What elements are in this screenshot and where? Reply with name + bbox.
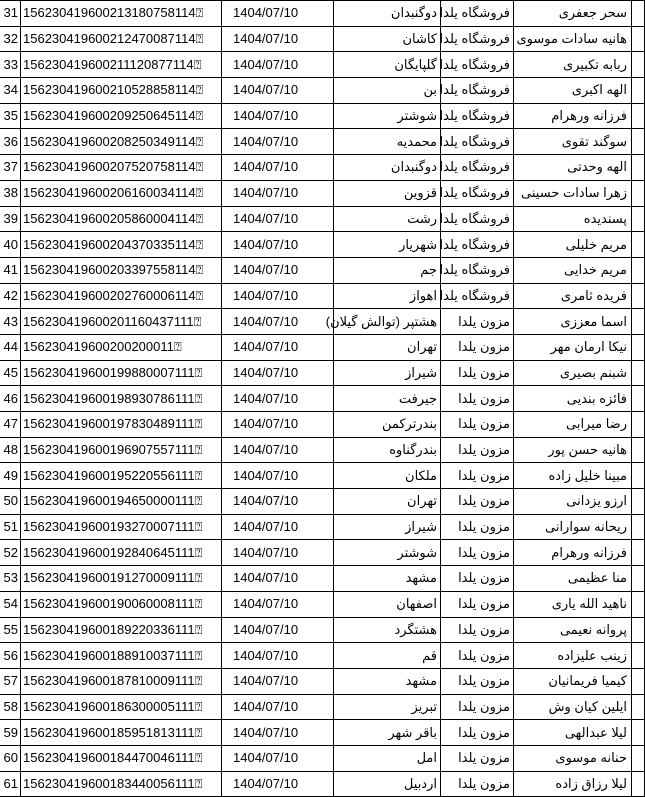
tracking-code-cell[interactable]: 156230419600202760006114⍰ bbox=[21, 283, 222, 309]
tracking-code-cell[interactable]: 156230419600208250349114⍰ bbox=[21, 129, 222, 155]
row-number-cell[interactable]: 60 bbox=[0, 745, 21, 771]
empty-cell[interactable] bbox=[632, 566, 645, 592]
table-row bbox=[0, 78, 645, 104]
row-number-cell[interactable]: 43 bbox=[0, 309, 21, 335]
customer-name-cell[interactable]: مبینا خلیل زاده bbox=[514, 463, 632, 489]
store-cell[interactable]: فروشگاه یلدا bbox=[441, 103, 514, 129]
empty-cell[interactable] bbox=[632, 514, 645, 540]
store-cell[interactable]: مزون یلدا bbox=[441, 720, 514, 746]
table-row bbox=[0, 463, 645, 489]
empty-cell[interactable] bbox=[632, 745, 645, 771]
city-cell[interactable]: امل bbox=[334, 745, 441, 771]
row-number-cell[interactable]: 40 bbox=[0, 232, 21, 258]
city-cell[interactable]: جم bbox=[334, 257, 441, 283]
date-cell[interactable]: 1404/07/10 bbox=[222, 745, 334, 771]
customer-name-cell[interactable]: شبنم بصیری bbox=[514, 360, 632, 386]
customer-name-cell[interactable]: فرزانه ورهرام bbox=[514, 540, 632, 566]
date-cell[interactable]: 1404/07/10 bbox=[222, 155, 334, 181]
tracking-code-cell[interactable]: 156230419600189220336111⍰ bbox=[21, 617, 222, 643]
date-cell[interactable]: 1404/07/10 bbox=[222, 668, 334, 694]
table-row bbox=[0, 309, 645, 335]
city-cell[interactable]: دوگنبدان bbox=[334, 1, 441, 27]
customer-name-cell[interactable]: زهرا سادات حسینی bbox=[514, 180, 632, 206]
store-cell[interactable]: مزون یلدا bbox=[441, 514, 514, 540]
city-cell[interactable]: بندرگناوه bbox=[334, 437, 441, 463]
row-number-cell[interactable]: 44 bbox=[0, 334, 21, 360]
customer-name-cell[interactable]: لیلا عبدالهی bbox=[514, 720, 632, 746]
table-row bbox=[0, 334, 645, 360]
store-cell[interactable]: فروشگاه یلدا bbox=[441, 155, 514, 181]
empty-cell[interactable] bbox=[632, 591, 645, 617]
store-cell[interactable]: مزون یلدا bbox=[441, 771, 514, 797]
row-number-cell[interactable]: 50 bbox=[0, 489, 21, 515]
empty-cell[interactable] bbox=[632, 334, 645, 360]
empty-cell[interactable] bbox=[632, 489, 645, 515]
table-row bbox=[0, 360, 645, 386]
tracking-code-cell[interactable]: 156230419600197830489111⍰ bbox=[21, 412, 222, 438]
store-cell[interactable]: مزون یلدا bbox=[441, 745, 514, 771]
customer-name-cell[interactable]: کیمیا فریمانیان bbox=[514, 668, 632, 694]
city-cell[interactable]: بندرترکمن bbox=[334, 412, 441, 438]
city-cell[interactable]: اردبیل bbox=[334, 771, 441, 797]
row-number-cell[interactable]: 53 bbox=[0, 566, 21, 592]
customer-name-cell[interactable]: ناهید الله یاری bbox=[514, 591, 632, 617]
row-number-cell[interactable]: 41 bbox=[0, 257, 21, 283]
row-number-cell[interactable]: 59 bbox=[0, 720, 21, 746]
table-row bbox=[0, 489, 645, 515]
tracking-code-cell[interactable]: 156230419600210528858114⍰ bbox=[21, 78, 222, 104]
empty-cell[interactable] bbox=[632, 643, 645, 669]
tracking-code-cell[interactable]: 156230419600194650000111⍰ bbox=[21, 489, 222, 515]
tracking-code-cell[interactable]: 156230419600209250645114⍰ bbox=[21, 103, 222, 129]
date-cell[interactable]: 1404/07/10 bbox=[222, 103, 334, 129]
city-cell[interactable]: اصفهان bbox=[334, 591, 441, 617]
empty-cell[interactable] bbox=[632, 129, 645, 155]
city-cell[interactable]: رشت bbox=[334, 206, 441, 232]
table-row bbox=[0, 540, 645, 566]
tracking-code-cell[interactable]: 156230419600193270007111⍰ bbox=[21, 514, 222, 540]
city-cell[interactable]: جیرفت bbox=[334, 386, 441, 412]
customer-name-cell[interactable]: زینب علیزاده bbox=[514, 643, 632, 669]
store-cell[interactable]: مزون یلدا bbox=[441, 617, 514, 643]
customer-name-cell[interactable]: پسندیده bbox=[514, 206, 632, 232]
empty-cell[interactable] bbox=[632, 694, 645, 720]
row-number-cell[interactable]: 47 bbox=[0, 412, 21, 438]
row-number-cell[interactable]: 54 bbox=[0, 591, 21, 617]
table-row bbox=[0, 437, 645, 463]
date-cell[interactable]: 1404/07/10 bbox=[222, 206, 334, 232]
row-number-cell[interactable]: 35 bbox=[0, 103, 21, 129]
date-cell[interactable]: 1404/07/10 bbox=[222, 591, 334, 617]
row-number-cell[interactable]: 31 bbox=[0, 1, 21, 27]
empty-cell[interactable] bbox=[632, 206, 645, 232]
empty-cell[interactable] bbox=[632, 771, 645, 797]
empty-cell[interactable] bbox=[632, 463, 645, 489]
row-number-cell[interactable]: 48 bbox=[0, 437, 21, 463]
tracking-code-cell[interactable]: 156230419600203397558114⍰ bbox=[21, 257, 222, 283]
tracking-code-cell[interactable]: 156230419600192840645111⍰ bbox=[21, 540, 222, 566]
table-row bbox=[0, 566, 645, 592]
date-cell[interactable]: 1404/07/10 bbox=[222, 26, 334, 52]
city-cell[interactable]: قزوین bbox=[334, 180, 441, 206]
date-cell[interactable]: 1404/07/10 bbox=[222, 514, 334, 540]
store-cell[interactable]: فروشگاه یلدا bbox=[441, 206, 514, 232]
date-cell[interactable]: 1404/07/10 bbox=[222, 617, 334, 643]
city-cell[interactable]: باقر شهر bbox=[334, 720, 441, 746]
date-cell[interactable]: 1404/07/10 bbox=[222, 180, 334, 206]
city-cell[interactable]: محمدیه bbox=[334, 129, 441, 155]
store-cell[interactable]: مزون یلدا bbox=[441, 437, 514, 463]
store-cell[interactable]: فروشگاه یلدا bbox=[441, 52, 514, 78]
city-cell[interactable]: تبریز bbox=[334, 694, 441, 720]
customer-name-cell[interactable]: منا عظیمی bbox=[514, 566, 632, 592]
tracking-code-cell[interactable]: 156230419600200200011⍰ bbox=[21, 334, 222, 360]
city-cell[interactable]: هشتپر (توالش گیلان) bbox=[334, 309, 441, 335]
empty-cell[interactable] bbox=[632, 232, 645, 258]
table-row bbox=[0, 694, 645, 720]
row-number-cell[interactable]: 56 bbox=[0, 643, 21, 669]
tracking-code-cell[interactable]: 156230419600198930786111⍰ bbox=[21, 386, 222, 412]
date-cell[interactable]: 1404/07/10 bbox=[222, 1, 334, 27]
date-cell[interactable]: 1404/07/10 bbox=[222, 283, 334, 309]
customer-name-cell[interactable]: فائزه بندیی bbox=[514, 386, 632, 412]
store-cell[interactable]: مزون یلدا bbox=[441, 386, 514, 412]
tracking-code-cell[interactable]: 156230419600184470046111⍰ bbox=[21, 745, 222, 771]
row-number-cell[interactable]: 38 bbox=[0, 180, 21, 206]
date-cell[interactable]: 1404/07/10 bbox=[222, 78, 334, 104]
date-cell[interactable]: 1404/07/10 bbox=[222, 540, 334, 566]
row-number-cell[interactable]: 49 bbox=[0, 463, 21, 489]
customer-name-cell[interactable]: ریحانه سوارانی bbox=[514, 514, 632, 540]
tracking-code-cell[interactable]: 156230419600206160034114⍰ bbox=[21, 180, 222, 206]
city-cell[interactable]: تهران bbox=[334, 489, 441, 515]
store-cell[interactable]: مزون یلدا bbox=[441, 489, 514, 515]
customer-name-cell[interactable]: هانیه حسن پور bbox=[514, 437, 632, 463]
table-row bbox=[0, 643, 645, 669]
city-cell[interactable]: هشتگرد bbox=[334, 617, 441, 643]
store-cell[interactable]: مزون یلدا bbox=[441, 360, 514, 386]
city-cell[interactable]: شوشتر bbox=[334, 540, 441, 566]
date-cell[interactable]: 1404/07/10 bbox=[222, 412, 334, 438]
city-cell[interactable]: مشهد bbox=[334, 668, 441, 694]
row-number-cell[interactable]: 32 bbox=[0, 26, 21, 52]
customer-name-cell[interactable]: الهه وحدتی bbox=[514, 155, 632, 181]
city-cell[interactable]: کاشان bbox=[334, 26, 441, 52]
empty-cell[interactable] bbox=[632, 412, 645, 438]
tracking-code-cell[interactable]: 156230419600201160437111⍰ bbox=[21, 309, 222, 335]
empty-cell[interactable] bbox=[632, 180, 645, 206]
date-cell[interactable]: 1404/07/10 bbox=[222, 129, 334, 155]
tracking-code-cell[interactable]: 156230419600213180758114⍰ bbox=[21, 1, 222, 27]
date-cell[interactable]: 1404/07/10 bbox=[222, 694, 334, 720]
tracking-code-cell[interactable]: 156230419600186300005111⍰ bbox=[21, 694, 222, 720]
empty-cell[interactable] bbox=[632, 52, 645, 78]
row-number-cell[interactable]: 34 bbox=[0, 78, 21, 104]
row-number-cell[interactable]: 52 bbox=[0, 540, 21, 566]
date-cell[interactable]: 1404/07/10 bbox=[222, 52, 334, 78]
store-cell[interactable]: فروشگاه یلدا bbox=[441, 283, 514, 309]
empty-cell[interactable] bbox=[632, 540, 645, 566]
tracking-code-cell[interactable]: 156230419600190060008111⍰ bbox=[21, 591, 222, 617]
city-cell[interactable]: گلپایگان bbox=[334, 52, 441, 78]
empty-cell[interactable] bbox=[632, 309, 645, 335]
table-row bbox=[0, 103, 645, 129]
tracking-code-cell[interactable]: 156230419600211120877114⍰ bbox=[21, 52, 222, 78]
city-cell[interactable]: تهران bbox=[334, 334, 441, 360]
store-cell[interactable]: مزون یلدا bbox=[441, 334, 514, 360]
row-number-cell[interactable]: 61 bbox=[0, 771, 21, 797]
table-row bbox=[0, 129, 645, 155]
store-cell[interactable]: فروشگاه یلدا bbox=[441, 1, 514, 27]
city-cell[interactable]: بن bbox=[334, 78, 441, 104]
customer-name-cell[interactable]: ربابه تکبیری bbox=[514, 52, 632, 78]
empty-cell[interactable] bbox=[632, 386, 645, 412]
customer-name-cell[interactable]: رضا میرابی bbox=[514, 412, 632, 438]
tracking-code-cell[interactable]: 156230419600185951813111⍰ bbox=[21, 720, 222, 746]
row-number-cell[interactable]: 45 bbox=[0, 360, 21, 386]
empty-cell[interactable] bbox=[632, 155, 645, 181]
table-row bbox=[0, 283, 645, 309]
city-cell[interactable]: قم bbox=[334, 643, 441, 669]
empty-cell[interactable] bbox=[632, 257, 645, 283]
row-number-cell[interactable]: 37 bbox=[0, 155, 21, 181]
date-cell[interactable]: 1404/07/10 bbox=[222, 463, 334, 489]
store-cell[interactable]: مزون یلدا bbox=[441, 643, 514, 669]
table-row bbox=[0, 180, 645, 206]
city-cell[interactable]: ملکان bbox=[334, 463, 441, 489]
city-cell[interactable]: شوشتر bbox=[334, 103, 441, 129]
table-row bbox=[0, 412, 645, 438]
table-row bbox=[0, 26, 645, 52]
table-row bbox=[0, 155, 645, 181]
store-cell[interactable]: مزون یلدا bbox=[441, 694, 514, 720]
store-cell[interactable]: مزون یلدا bbox=[441, 668, 514, 694]
empty-cell[interactable] bbox=[632, 720, 645, 746]
empty-cell[interactable] bbox=[632, 360, 645, 386]
date-cell[interactable]: 1404/07/10 bbox=[222, 309, 334, 335]
store-cell[interactable]: فروشگاه یلدا bbox=[441, 129, 514, 155]
store-cell[interactable]: فروشگاه یلدا bbox=[441, 26, 514, 52]
tracking-code-cell[interactable]: 156230419600204370335114⍰ bbox=[21, 232, 222, 258]
date-cell[interactable]: 1404/07/10 bbox=[222, 720, 334, 746]
customer-name-cell[interactable]: نیکا ارمان مهر bbox=[514, 334, 632, 360]
tracking-code-cell[interactable]: 156230419600212470087114⍰ bbox=[21, 26, 222, 52]
city-cell[interactable]: شهریار bbox=[334, 232, 441, 258]
date-cell[interactable]: 1404/07/10 bbox=[222, 566, 334, 592]
date-cell[interactable]: 1404/07/10 bbox=[222, 437, 334, 463]
store-cell[interactable]: فروشگاه یلدا bbox=[441, 78, 514, 104]
city-cell[interactable]: دوگنبدان bbox=[334, 155, 441, 181]
empty-cell[interactable] bbox=[632, 26, 645, 52]
store-cell[interactable]: مزون یلدا bbox=[441, 591, 514, 617]
table-row bbox=[0, 668, 645, 694]
date-cell[interactable]: 1404/07/10 bbox=[222, 643, 334, 669]
empty-cell[interactable] bbox=[632, 78, 645, 104]
customer-name-cell[interactable]: فریده ثامری bbox=[514, 283, 632, 309]
city-cell[interactable]: اهواز bbox=[334, 283, 441, 309]
table-row bbox=[0, 617, 645, 643]
store-cell[interactable]: مزون یلدا bbox=[441, 463, 514, 489]
store-cell[interactable]: فروشگاه یلدا bbox=[441, 257, 514, 283]
customer-name-cell[interactable]: مریم خلیلی bbox=[514, 232, 632, 258]
store-cell[interactable]: فروشگاه یلدا bbox=[441, 232, 514, 258]
empty-cell[interactable] bbox=[632, 437, 645, 463]
store-cell[interactable]: فروشگاه یلدا bbox=[441, 180, 514, 206]
date-cell[interactable]: 1404/07/10 bbox=[222, 771, 334, 797]
row-number-cell[interactable]: 33 bbox=[0, 52, 21, 78]
customer-name-cell[interactable]: الهه اکبری bbox=[514, 78, 632, 104]
tracking-code-cell[interactable]: 156230419600207520758114⍰ bbox=[21, 155, 222, 181]
table-row bbox=[0, 720, 645, 746]
customer-name-cell[interactable]: مریم خدایی bbox=[514, 257, 632, 283]
row-number-cell[interactable]: 46 bbox=[0, 386, 21, 412]
tracking-code-cell[interactable]: 156230419600205860004114⍰ bbox=[21, 206, 222, 232]
table-row bbox=[0, 232, 645, 258]
table-row bbox=[0, 591, 645, 617]
store-cell[interactable]: مزون یلدا bbox=[441, 566, 514, 592]
customer-name-cell[interactable]: لیلا رزاق زاده bbox=[514, 771, 632, 797]
row-number-cell[interactable]: 42 bbox=[0, 283, 21, 309]
tracking-code-cell[interactable]: 156230419600199880007111⍰ bbox=[21, 360, 222, 386]
tracking-code-cell[interactable]: 156230419600187810009111⍰ bbox=[21, 668, 222, 694]
table-row bbox=[0, 1, 645, 27]
table-row bbox=[0, 206, 645, 232]
store-cell[interactable]: مزون یلدا bbox=[441, 540, 514, 566]
row-number-cell[interactable]: 39 bbox=[0, 206, 21, 232]
customer-name-cell[interactable]: حنانه موسوی bbox=[514, 745, 632, 771]
orders-table-body bbox=[0, 1, 645, 797]
city-cell[interactable]: مشهد bbox=[334, 566, 441, 592]
row-number-cell[interactable]: 57 bbox=[0, 668, 21, 694]
customer-name-cell[interactable]: سوگند تقوی bbox=[514, 129, 632, 155]
city-cell[interactable]: شیراز bbox=[334, 360, 441, 386]
date-cell[interactable]: 1404/07/10 bbox=[222, 386, 334, 412]
date-cell[interactable]: 1404/07/10 bbox=[222, 360, 334, 386]
empty-cell[interactable] bbox=[632, 1, 645, 27]
table-row bbox=[0, 257, 645, 283]
customer-name-cell[interactable]: اسما معززی bbox=[514, 309, 632, 335]
row-number-cell[interactable]: 58 bbox=[0, 694, 21, 720]
tracking-code-cell[interactable]: 156230419600195220556111⍰ bbox=[21, 463, 222, 489]
empty-cell[interactable] bbox=[632, 668, 645, 694]
row-number-cell[interactable]: 36 bbox=[0, 129, 21, 155]
table-row bbox=[0, 771, 645, 797]
table-row bbox=[0, 386, 645, 412]
table-row bbox=[0, 52, 645, 78]
date-cell[interactable]: 1404/07/10 bbox=[222, 334, 334, 360]
city-cell[interactable]: شیراز bbox=[334, 514, 441, 540]
row-number-cell[interactable]: 55 bbox=[0, 617, 21, 643]
customer-name-cell[interactable]: ارزو یزدانی bbox=[514, 489, 632, 515]
empty-cell[interactable] bbox=[632, 103, 645, 129]
tracking-code-cell[interactable]: 156230419600188910037111⍰ bbox=[21, 643, 222, 669]
customer-name-cell[interactable]: هانیه سادات موسوی bbox=[514, 26, 632, 52]
customer-name-cell[interactable]: فرزانه ورهرام bbox=[514, 103, 632, 129]
store-cell[interactable]: مزون یلدا bbox=[441, 309, 514, 335]
date-cell[interactable]: 1404/07/10 bbox=[222, 257, 334, 283]
customer-name-cell[interactable]: ایلین کیان وش bbox=[514, 694, 632, 720]
date-cell[interactable]: 1404/07/10 bbox=[222, 489, 334, 515]
tracking-code-cell[interactable]: 156230419600183440056111⍰ bbox=[21, 771, 222, 797]
table-row bbox=[0, 745, 645, 771]
row-number-cell[interactable]: 51 bbox=[0, 514, 21, 540]
store-cell[interactable]: مزون یلدا bbox=[441, 412, 514, 438]
empty-cell[interactable] bbox=[632, 617, 645, 643]
tracking-code-cell[interactable]: 156230419600191270009111⍰ bbox=[21, 566, 222, 592]
table-row bbox=[0, 514, 645, 540]
tracking-code-cell[interactable]: 156230419600196907557111⍰ bbox=[21, 437, 222, 463]
date-cell[interactable]: 1404/07/10 bbox=[222, 232, 334, 258]
customer-name-cell[interactable]: پروانه نعیمی bbox=[514, 617, 632, 643]
empty-cell[interactable] bbox=[632, 283, 645, 309]
customer-name-cell[interactable]: سحر جعفری bbox=[514, 1, 632, 27]
